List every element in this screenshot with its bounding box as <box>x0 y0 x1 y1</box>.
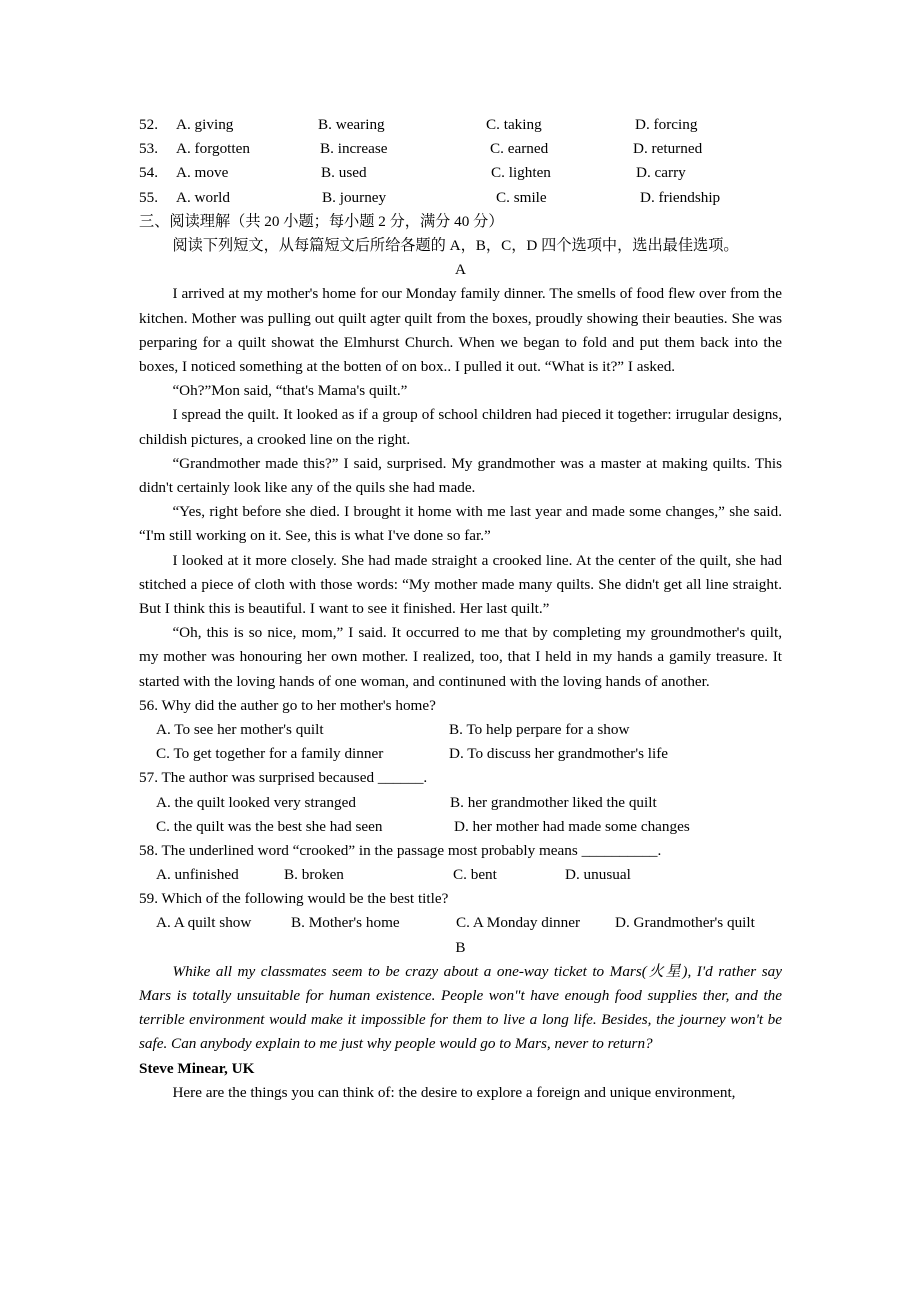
option-row <box>139 186 782 210</box>
option-a: A. world <box>176 188 230 206</box>
option-d: D. friendship <box>640 188 721 206</box>
question-stem-row <box>139 839 782 863</box>
answer-option: D. her mother had made some changes <box>454 817 690 835</box>
option-row <box>139 137 782 161</box>
answer-option: D. unusual <box>565 866 631 884</box>
answer-option: B. To help perpare for a show <box>449 720 630 738</box>
passage-b-label: B <box>455 938 466 956</box>
answer-row <box>139 911 782 935</box>
exam-page <box>139 113 782 1105</box>
cloze-options <box>139 113 782 210</box>
stem-end: . <box>657 841 662 859</box>
option-a: A. move <box>176 164 229 182</box>
option-c: C. lighten <box>491 164 551 182</box>
passage-a-paragraph: I looked at it more closely. She had made straight a crooked line. At the center of the quilt, she had stitched a piece of cloth with those words: “My mother made many quilts. She didn't get all line straight. But I think this is beautiful. I want to see it finished. Her last quilt.” <box>139 551 782 617</box>
question-stem: 56. Why did the auther go to her mother's home? <box>139 696 436 714</box>
option-a: A. giving <box>176 116 234 133</box>
passage-a-paragraph: “Yes, right before she died. I brought it home with me last year and made some changes,” she said. “I'm still working on it. See, this is what I've done so far.” <box>139 503 782 545</box>
answer-row <box>139 791 782 815</box>
letter-author: Steve Minear, UK <box>139 1059 255 1077</box>
answer-option: B. her grandmother liked the quilt <box>450 793 657 811</box>
option-b: B. journey <box>322 188 387 206</box>
option-row <box>139 161 782 185</box>
option-c: C. smile <box>496 188 547 206</box>
answer-row <box>139 863 782 887</box>
answer-option: C. the quilt was the best she had seen <box>156 817 383 835</box>
question-number: 53. <box>139 140 158 158</box>
stem-end: . <box>423 769 428 787</box>
answer-blank: __________ <box>581 841 658 859</box>
option-c: C. taking <box>486 116 542 133</box>
option-d: D. carry <box>636 164 686 182</box>
section-heading: 三、阅读理解（共 20 小题；每小题 2 分，满分 40 分） <box>139 212 504 230</box>
option-b: B. used <box>321 164 367 182</box>
question-stem: 59. Which of the following would be the best title? <box>139 890 449 908</box>
option-d: D. returned <box>633 140 703 158</box>
answer-option: D. To discuss her grandmother's life <box>449 745 669 763</box>
answer-option: A. unfinished <box>156 866 239 884</box>
answer-row <box>139 718 782 742</box>
option-row <box>139 113 782 137</box>
question-stem: 58. The underlined word “crooked” in the passage most probably means <box>139 841 578 859</box>
option-b: B. wearing <box>318 116 385 133</box>
passage-b-letter <box>139 960 782 1057</box>
answer-option: C. A Monday dinner <box>456 914 581 932</box>
question-stem-row <box>139 766 782 790</box>
answer-option: C. To get together for a family dinner <box>156 745 384 763</box>
passage-b-paragraph: Here are the things you can think of: the desire to explore a foreign and unique environment, <box>172 1083 736 1101</box>
answer-blank: ______ <box>377 769 424 787</box>
answer-option: A. To see her mother's quilt <box>156 720 324 738</box>
option-b: B. increase <box>320 140 388 158</box>
answer-option: D. Grandmother's quilt <box>615 914 755 932</box>
passage-b-italic-text: Whike all my classmates seem to be crazy about a one-way ticket to Mars(火星), I'd rather say Mars is totally unsuitable for human existence. People won"t have enough food supplies ther, and the terrible environment would make it impossible for them to live a long life. Besides, the journey won't be safe. Can anybody explain to me just why people would go to Mars, never to return? <box>139 962 782 1053</box>
passage-a-paragraph: “Grandmother made this?” I said, surprised. My grandmother was a master at making quilts. This didn't certainly look like any of the quils she had made. <box>139 454 782 496</box>
option-a: A. forgotten <box>176 140 250 158</box>
question-number: 54. <box>139 164 158 182</box>
answer-option: A. A quilt show <box>156 914 252 932</box>
answer-option: B. broken <box>284 866 344 884</box>
option-c: C. earned <box>490 140 549 158</box>
passage-a-paragraph: I arrived at my mother's home for our Monday family dinner. The smells of food flew over from the kitchen. Mother was pulling out quilt agter quilt from the boxes, proudly showing their beauties. She was perparing for a quilt showat the Elmhurst Church. When we began to fold and put them back into the boxes, I noticed something at the botten of on box.. I pulled it out. “What is it?” I asked. <box>139 285 782 375</box>
passage-a-paragraph: “Oh, this is so nice, mom,” I said. It occurred to me that by completing my groundmother's quilt, my mother was honouring her own mother. I realized, too, that I held in my hands a gamily treasure. It started with the loving hands of one woman, and continuned with the loving hands of another. <box>139 624 782 690</box>
question-number: 55. <box>139 188 158 206</box>
answer-option: B. Mother's home <box>291 914 400 932</box>
question-number: 52. <box>139 116 158 133</box>
answer-row <box>139 742 782 766</box>
question-stem: 57. The author was surprised becaused <box>139 769 375 787</box>
answer-row <box>139 815 782 839</box>
passage-a-paragraph: “Oh?”Mon said, “that's Mama's quilt.” <box>172 382 408 400</box>
passage-a-paragraph: I spread the quilt. It looked as if a group of school children had pieced it together: irrugular designs, childish pictures, a crooked line on the right. <box>139 406 782 448</box>
passage-a-label: A <box>455 261 466 279</box>
answer-option: A. the quilt looked very stranged <box>156 793 356 811</box>
answer-option: C. bent <box>453 866 497 884</box>
option-d: D. forcing <box>635 116 698 133</box>
section-instruction: 阅读下列短文，从每篇短文后所给各题的 A，B，C，D 四个选项中，选出最佳选项。 <box>172 236 739 254</box>
